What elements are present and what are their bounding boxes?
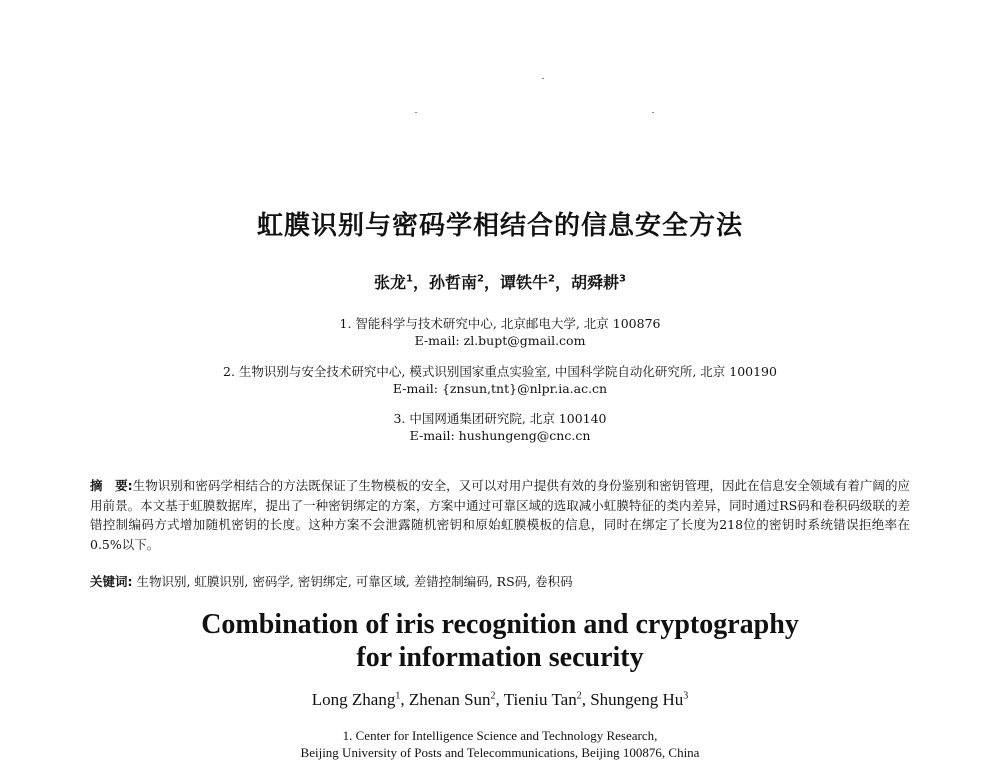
affiliation-1-en	[0, 727, 1000, 761]
scan-speck	[542, 78, 544, 79]
abstract-label: 摘 要:	[90, 478, 133, 493]
author-list-zh	[0, 270, 1000, 293]
affiliation-1-en-line2: Beijing University of Posts and Telecommunications, Beijing 100876, China	[300, 745, 700, 760]
author-separator: ,	[581, 690, 591, 709]
affiliation-3-email: E-mail: hushungeng@cnc.cn	[409, 428, 591, 443]
author-affiliation-mark: 1	[406, 273, 413, 285]
author-affiliation-mark: 2	[548, 273, 555, 285]
author-name: Zhenan Sun	[408, 690, 491, 709]
author-separator: ,	[495, 690, 504, 709]
author-name: 胡舜耕	[571, 273, 620, 292]
author-name: 张龙	[374, 273, 407, 292]
author-affiliation-mark: 1	[395, 690, 401, 702]
author-name: Shungeng Hu	[590, 690, 684, 709]
affiliation-2-address: 2. 生物识别与安全技术研究中心, 模式识别国家重点实验室, 中国科学院自动化研究所, 北京 100190	[223, 364, 777, 379]
author-affiliation-mark: 2	[576, 690, 582, 702]
abstract-text: 生物识别和密码学相结合的方法既保证了生物模板的安全，又可以对用户提供有效的身份鉴别和密钥管理，因此在信息安全领域有着广阔的应用前景。本文基于虹膜数据库，提出了一种密钥绑定的方案，方案中通过可靠区域的选取减小虹膜特征的类内差异，同时通过RS码和卷积码级联的差错控制编码方式增加随机密钥的长度。这种方案不会泄露随机密钥和原始虹膜模板的信息，同时在绑定了长度为218位的密钥时系统错误拒绝率在0.5%以下。	[90, 478, 910, 552]
author-list-en	[0, 690, 1000, 710]
scan-speck	[652, 112, 654, 113]
author-affiliation-mark: 2	[490, 690, 496, 702]
author-affiliation-mark: 2	[477, 273, 484, 285]
author-separator: ,	[400, 690, 409, 709]
affiliation-3-zh	[0, 410, 1000, 444]
affiliation-1-email: E-mail: zl.bupt@gmail.com	[414, 333, 586, 348]
affiliation-2-zh	[0, 363, 1000, 397]
affiliation-1-zh	[0, 315, 1000, 349]
author-name: 孙哲南	[429, 273, 478, 292]
author-affiliation-mark: 3	[683, 690, 689, 702]
scan-speck	[415, 112, 417, 113]
keywords-label: 关键词:	[90, 574, 133, 589]
author-separator: ，	[554, 273, 571, 292]
keywords-zh	[90, 572, 910, 591]
paper-title-en-line1: Combination of iris recognition and cryptography	[201, 609, 799, 640]
abstract-zh	[90, 476, 910, 554]
keywords-text: 生物识别, 虹膜识别, 密码学, 密钥绑定, 可靠区域, 差错控制编码, RS码, 卷积码	[136, 574, 573, 589]
author-affiliation-mark: 3	[619, 273, 626, 285]
affiliation-1-address: 1. 智能科学与技术研究中心, 北京邮电大学, 北京 100876	[339, 316, 661, 331]
paper-title-en-line2: for information security	[356, 642, 644, 673]
paper-title-zh: 虹膜识别与密码学相结合的信息安全方法	[256, 211, 743, 241]
affiliation-3-address: 3. 中国网通集团研究院, 北京 100140	[393, 411, 607, 426]
author-name: Tieniu Tan	[503, 690, 577, 709]
affiliation-1-en-line1: 1. Center for Intelligence Science and Technology Research,	[342, 728, 658, 743]
author-separator: ，	[412, 273, 429, 292]
affiliation-2-email: E-mail: {znsun,tnt}@nlpr.ia.ac.cn	[392, 381, 608, 396]
author-name: 谭铁牛	[500, 273, 549, 292]
paper-title-en	[0, 608, 1000, 674]
author-separator: ，	[483, 273, 500, 292]
author-name: Long Zhang	[311, 690, 396, 709]
